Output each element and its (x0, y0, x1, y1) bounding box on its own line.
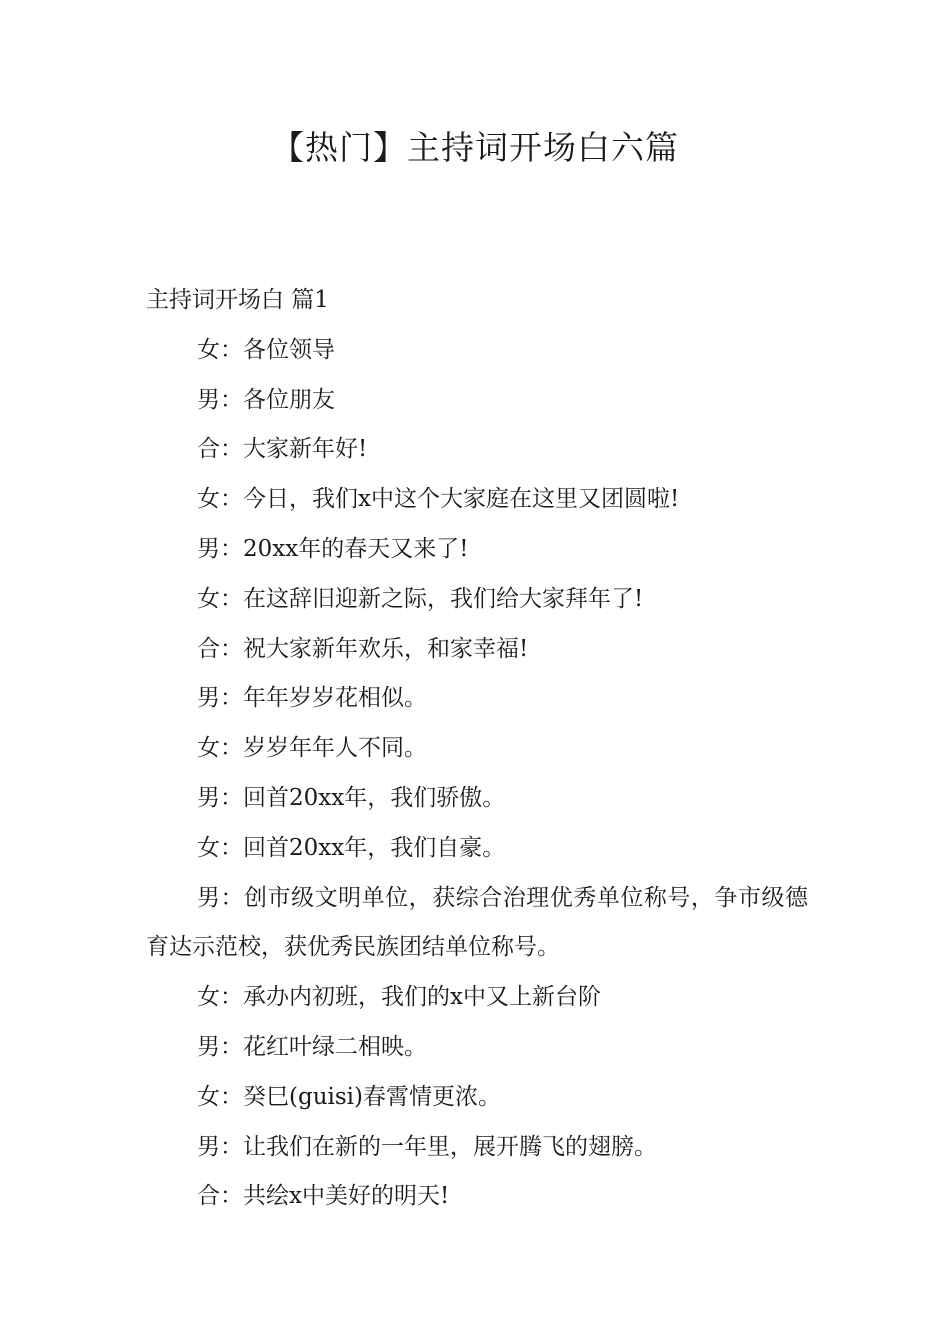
paragraph: 男：20xx年的春天又来了! (197, 535, 469, 562)
paragraph: 合：祝大家新年欢乐，和家幸福! (197, 635, 529, 662)
document-body (146, 276, 808, 1222)
paragraph: 女：今日，我们x中这个大家庭在这里又团圆啦! (197, 486, 680, 513)
paragraph: 女：岁岁年年人不同。 (197, 735, 427, 762)
paragraph: 女：承办内初班，我们的x中又上新台阶 (197, 984, 601, 1011)
paragraph: 合：共绘x中美好的明天! (197, 1183, 450, 1210)
paragraph: 女：各位领导 (197, 336, 335, 363)
section-heading: 主持词开场白 篇1 (146, 287, 329, 313)
paragraph: 男：创市级文明单位，获综合治理优秀单位称号，争市级德育达示范校，获优秀民族团结单位称号。 (146, 884, 808, 961)
document-title: 【热门】主持词开场白六篇 (271, 128, 679, 167)
paragraph: 男：各位朋友 (197, 386, 335, 413)
paragraph: 男：年年岁岁花相似。 (197, 685, 427, 712)
paragraph: 男：花红叶绿二相映。 (197, 1033, 427, 1060)
paragraph: 合：大家新年好! (197, 436, 368, 463)
paragraph: 女：癸巳(guisi)春霄情更浓。 (197, 1083, 501, 1110)
paragraph: 女：回首20xx年，我们自豪。 (197, 834, 506, 861)
paragraph: 男：回首20xx年，我们骄傲。 (197, 784, 506, 811)
paragraph: 男：让我们在新的一年里，展开腾飞的翅膀。 (197, 1133, 657, 1160)
paragraph: 女：在这辞旧迎新之际，我们给大家拜年了! (197, 585, 644, 612)
